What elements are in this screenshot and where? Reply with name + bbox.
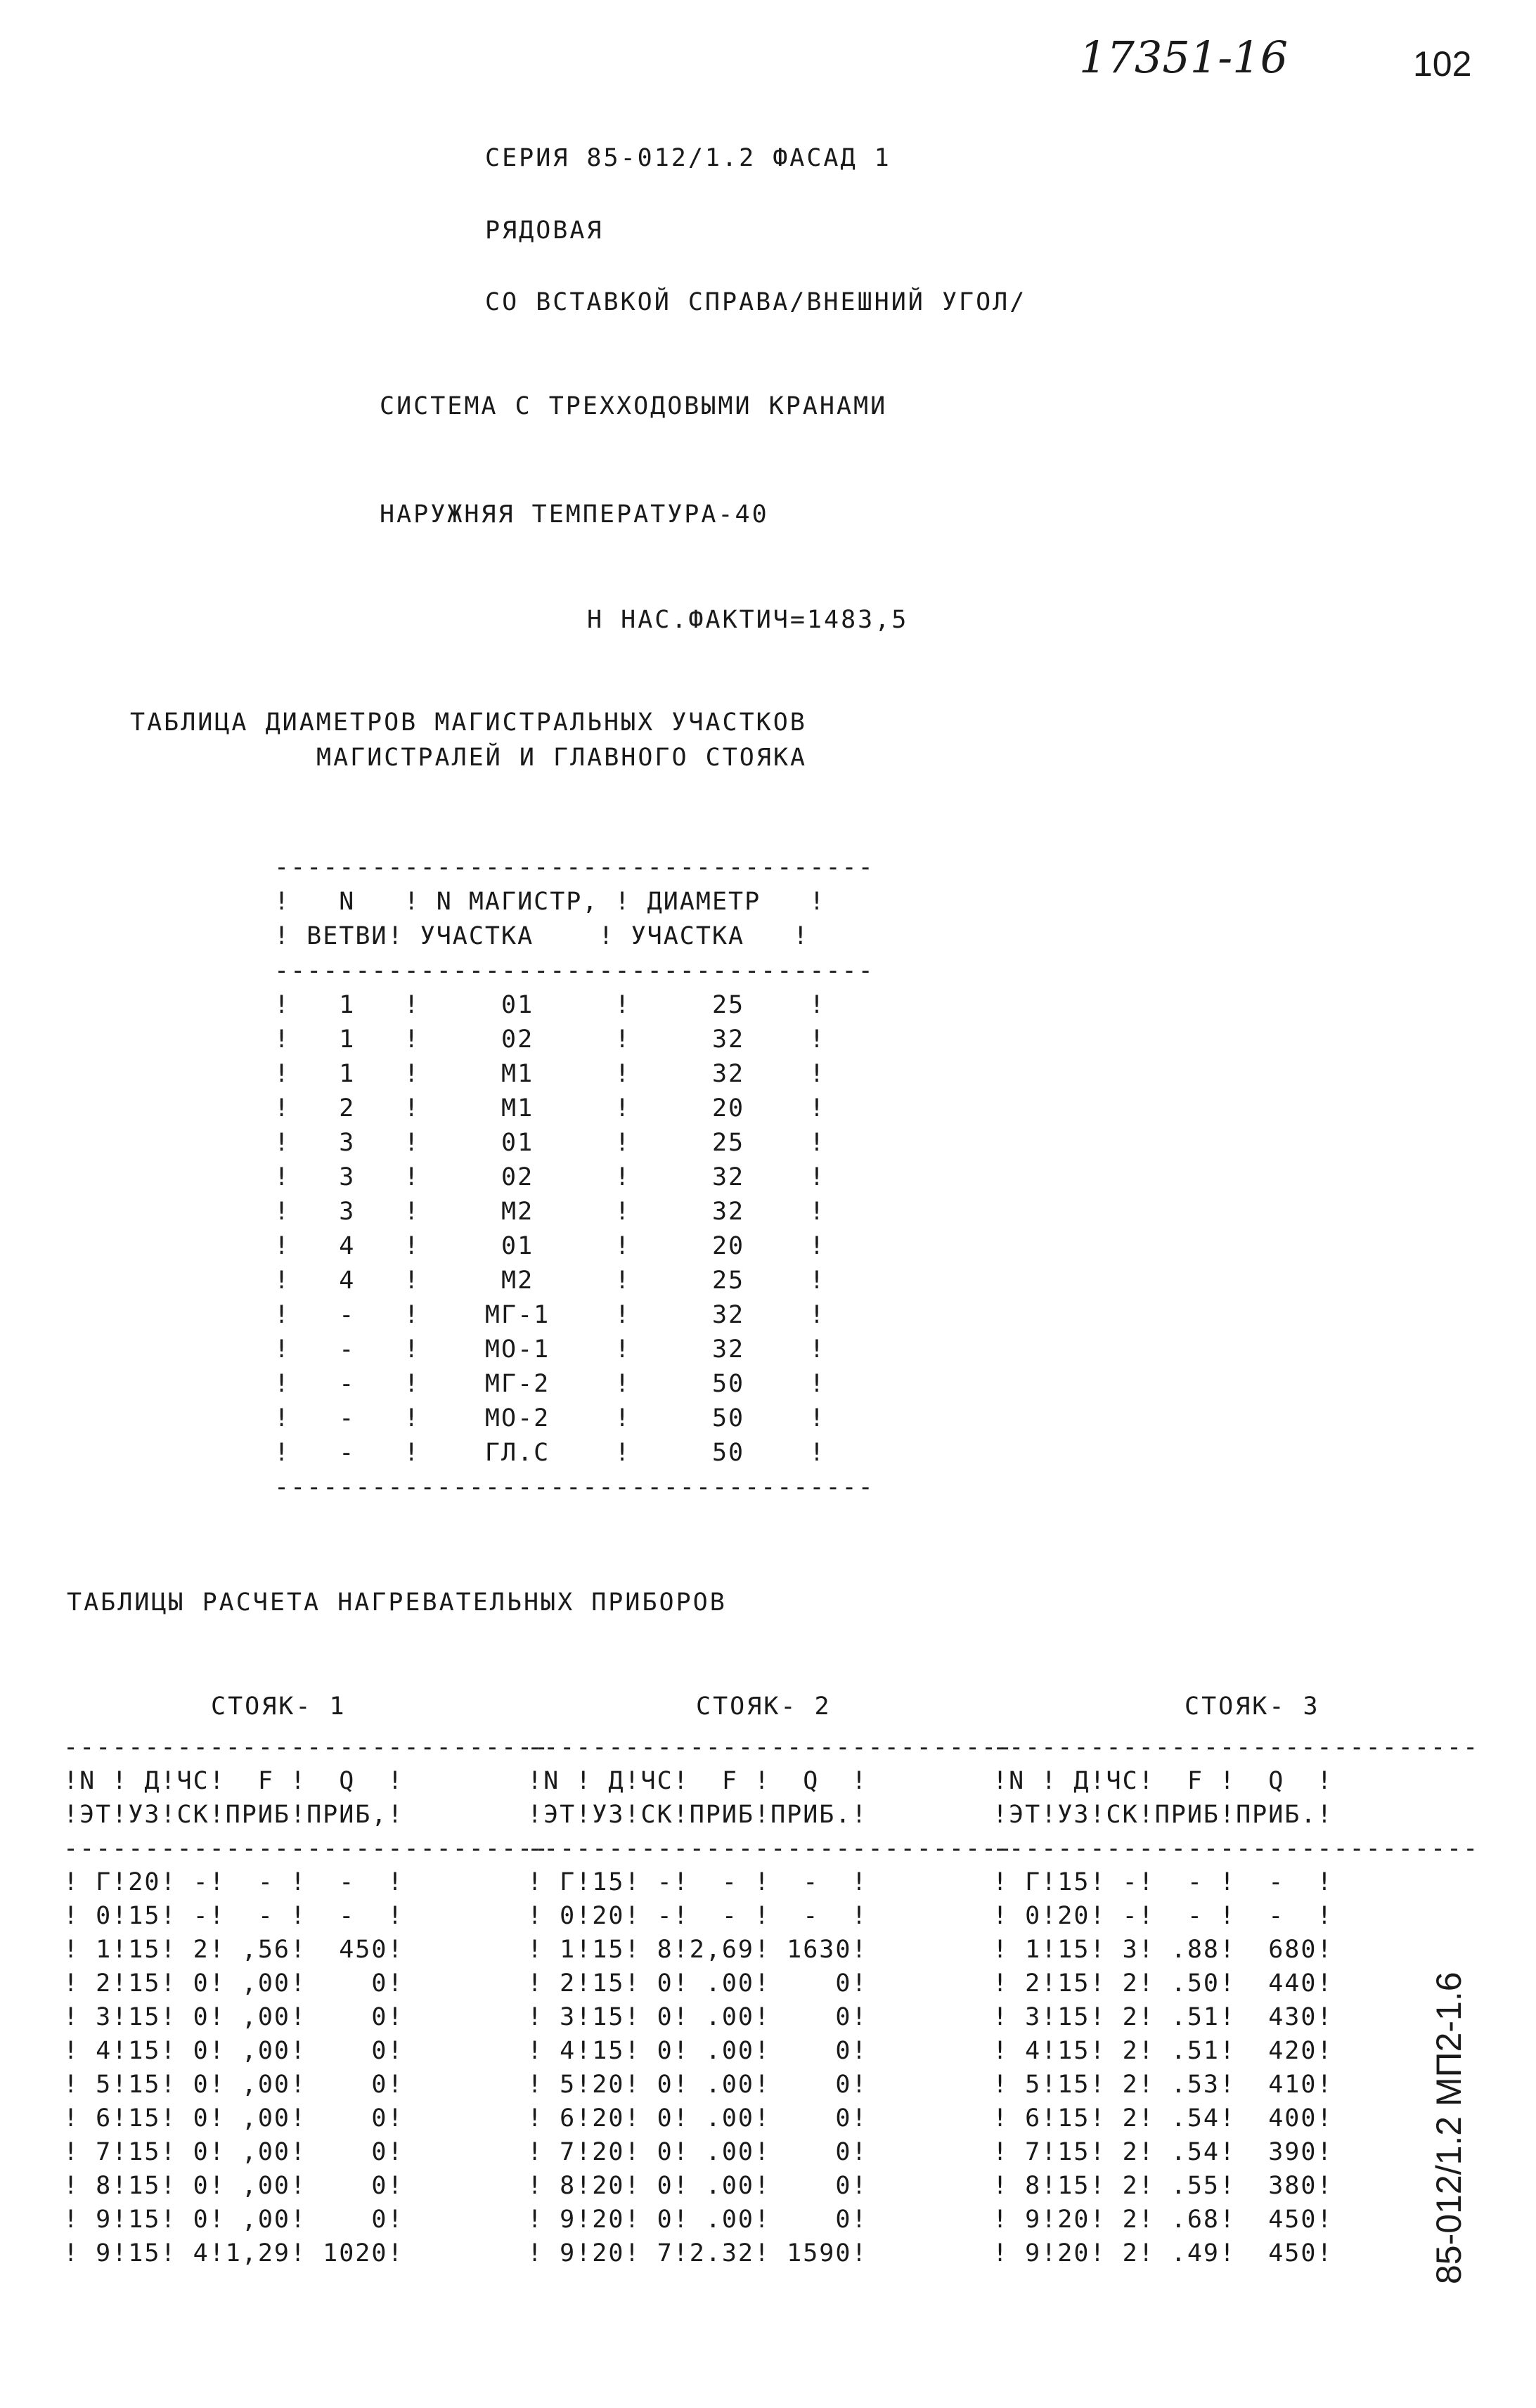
insert-line: СО ВСТАВКОЙ СПРАВА/ВНЕШНИЙ УГОЛ/ <box>485 288 1027 316</box>
pressure-line: Н НАС.ФАКТИЧ=1483,5 <box>587 606 909 634</box>
riser-2-table: ------------------------------ !N ! Д!ЧС! F ! Q ! !ЭТ!УЗ!СК!ПРИБ!ПРИБ.! ------------------------------ ! Г!15! -! - ! - ! ! 0!20! -! - ! - ! ! 1!15! 8!2,69! 1630! ! 2!15! 0! .00! 0! ! 3!15! 0! .00! 0! ! 4!15! 0! .00! 0! ! 5!20! 0! .00! 0! ! 6!20! 0! .00! 0! ! 7!20! 0! .00! 0! ! 8!20! 0! .00! 0! ! 9!20! 0! .00! 0! ! 9!20! 7!2.32! 1590! <box>527 1733 1014 2267</box>
side-stamp: 85-012/1.2 МП2-1.6 <box>1429 1972 1469 2284</box>
riser-3-table: ------------------------------ !N ! Д!ЧС! F ! Q ! !ЭТ!УЗ!СК!ПРИБ!ПРИБ.! ------------------------------ ! Г!15! -! - ! - ! ! 0!20! -! - ! - ! ! 1!15! 3! .88! 680! ! 2!15! 2! .50! 440! ! 3!15! 2! .51! 430! ! 4!15! 2! .51! 420! ! 5!15! 2! .53! 410! ! 6!15! 2! .54! 400! ! 7!15! 2! .54! 390! ! 8!15! 2! .55! 380! ! 9!20! 2! .68! 450! ! 9!20! 2! .49! 450! <box>993 1733 1480 2267</box>
diameter-table-title: ТАБЛИЦА ДИАМЕТРОВ МАГИСТРАЛЬНЫХ УЧАСТКОВ <box>130 708 807 737</box>
diameter-table: ------------------------------------- ! N ! N МАГИСТР, ! ДИАМЕТР ! ! ВЕТВИ! УЧАСТКА ! УЧАСТКА ! ------------------------------------- ! 1 ! 01 ! 25 ! ! 1 ! 02 ! 32 ! ! 1 ! М1 ! 32 ! ! 2 ! М1 ! 20 ! ! 3 ! 01 ! 25 ! ! 3 ! 02 ! 32 ! ! 3 ! М2 ! 32 ! ! 4 ! 01 ! 20 ! ! 4 ! М2 ! 25 ! ! - ! МГ-1 ! 32 ! ! - ! МО-1 ! 32 ! ! - ! МГ-2 ! 50 ! ! - ! МО-2 ! 50 ! ! - ! ГЛ.С ! 50 ! ------------------------------------- <box>274 853 875 1501</box>
page-number: 102 <box>1413 44 1472 84</box>
diameter-table-subtitle: МАГИСТРАЛЕЙ И ГЛАВНОГО СТОЯКА <box>316 744 808 772</box>
system-line: СИСТЕМА С ТРЕХХОДОВЫМИ КРАНАМИ <box>380 392 888 420</box>
document-code: 17351-16 <box>1079 32 1289 83</box>
riser-1-table: ------------------------------ !N ! Д!ЧС! F ! Q ! !ЭТ!УЗ!СК!ПРИБ!ПРИБ,! ------------------------------ ! Г!20! -! - ! - ! ! 0!15! -! - ! - ! ! 1!15! 2! ,56! 450! ! 2!15! 0! ,00! 0! ! 3!15! 0! ,00! 0! ! 4!15! 0! ,00! 0! ! 5!15! 0! ,00! 0! ! 6!15! 0! ,00! 0! ! 7!15! 0! ,00! 0! ! 8!15! 0! ,00! 0! ! 9!15! 0! ,00! 0! ! 9!15! 4!1,29! 1020! <box>63 1733 550 2267</box>
outdoor-temperature-line: НАРУЖНЯЯ ТЕМПЕРАТУРА-40 <box>380 500 769 529</box>
riser-3-label: СТОЯК- 3 <box>1185 1692 1320 1721</box>
heating-devices-title: ТАБЛИЦЫ РАСЧЕТА НАГРЕВАТЕЛЬНЫХ ПРИБОРОВ <box>67 1588 727 1617</box>
riser-2-label: СТОЯК- 2 <box>696 1692 832 1721</box>
riser-1-label: СТОЯК- 1 <box>211 1692 347 1721</box>
row-type-line: РЯДОВАЯ <box>485 216 604 245</box>
series-line: СЕРИЯ 85-012/1.2 ФАСАД 1 <box>485 144 891 172</box>
